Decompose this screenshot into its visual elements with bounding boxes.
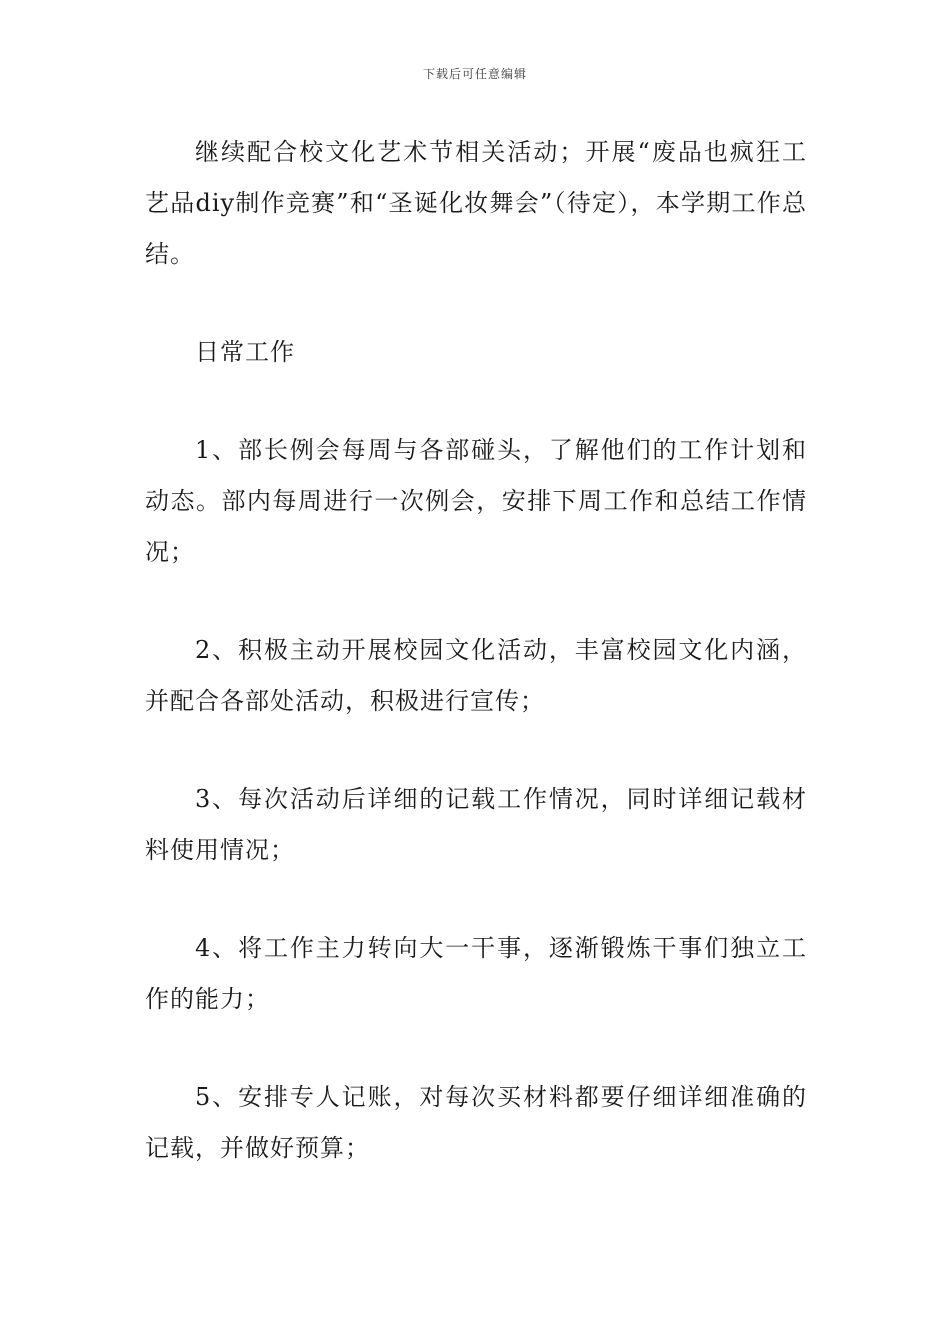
paragraph-spacer — [145, 876, 807, 923]
list-item-5: 5、安排专人记账，对每次买材料都要仔细详细准确的记载，并做好预算； — [145, 1083, 807, 1162]
list-item-2: 2、积极主动开展校园文化活动，丰富校园文化内涵，并配合各部处活动，积极进行宣传； — [145, 636, 807, 715]
list-item-1: 1、部长例会每周与各部碰头，了解他们的工作计划和动态。部内每周进行一次例会，安排下周工作和总结工作情况； — [145, 436, 807, 566]
section-heading-daily-work: 日常工作 — [195, 338, 295, 366]
document-body — [145, 127, 807, 1174]
paragraph-spacer — [145, 1025, 807, 1072]
paragraph-activities: 继续配合校文化艺术节相关活动；开展“废品也疯狂工艺品diy制作竞赛”和“圣诞化妆舞会”（待定），本学期工作总结。 — [145, 138, 807, 268]
paragraph-spacer — [145, 727, 807, 774]
paragraph-spacer — [145, 578, 807, 625]
paragraph-spacer — [145, 378, 807, 425]
list-item-4: 4、将工作主力转向大一干事，逐渐锻炼干事们独立工作的能力； — [145, 934, 807, 1013]
paragraph-spacer — [145, 280, 807, 327]
list-item-3: 3、每次活动后详细的记载工作情况，同时详细记载材料使用情况； — [145, 785, 807, 864]
page-header-note: 下载后可任意编辑 — [422, 67, 527, 81]
